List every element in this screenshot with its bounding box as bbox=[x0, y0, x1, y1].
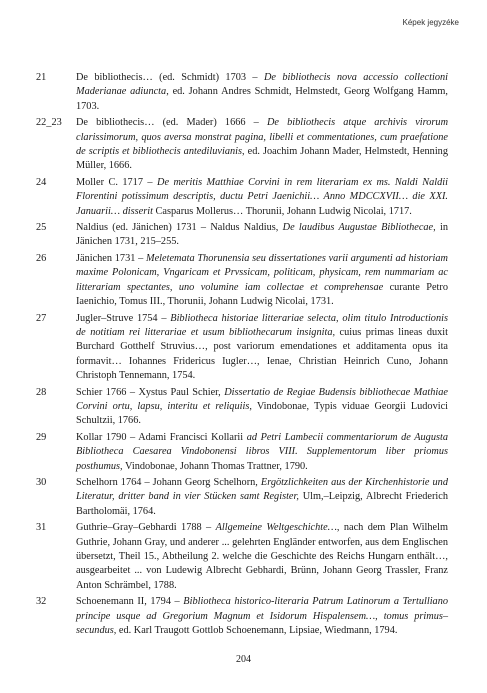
entry-number: 28 bbox=[36, 386, 47, 398]
list-item bbox=[36, 221, 448, 250]
list-item bbox=[36, 431, 448, 474]
entry-rest: ed. Karl Traugott Gottlob Schoenemann, Lipsiae, Wiedmann, 1794. bbox=[116, 625, 398, 637]
entry-text bbox=[76, 252, 448, 310]
entry-title: Ergötzlichkeiten aus der Kirchenhistorie und Literatur, dritter band in vier Stücken samt Register, bbox=[76, 476, 448, 503]
entry-text bbox=[76, 476, 448, 519]
entry-text bbox=[76, 386, 448, 429]
entry-title: Dissertatio de Regiae Budensis bibliothecae Mathiae Corvini ortu, lapsu, interitu et reliquiis bbox=[76, 386, 449, 412]
entry-rest: Casparus Mollerus… Thorunii, Johann Ludwig Nicolai, 1717. bbox=[152, 205, 412, 217]
entry-lead: Moller C. 1717 – bbox=[76, 176, 158, 188]
entry-text bbox=[76, 116, 448, 174]
entry-number: 27 bbox=[36, 312, 47, 324]
entry-text bbox=[76, 221, 448, 250]
entry-rest: , Vindobonae, Typis viduae Georgii Ludovici Schultzii, 1766. bbox=[76, 400, 449, 427]
list-item bbox=[36, 595, 448, 638]
entry-lead: Naldius (ed. Jänichen) 1731 – Naldus Naldius, bbox=[76, 222, 283, 234]
entry-rest: curante Petro Iaenichio, Tomus III., Thorunii, Johann Ludwig Nicolai, 1731. bbox=[76, 281, 448, 308]
entry-title: Meletemata Thorunensia seu dissertationes varii argumenti ad historiam maxime Polonicam, Vngaricam et Prvssicam, politicam, physicam, rem nummariam ac litterariam spectantes, uno volumine iam collectae et comprehensae bbox=[76, 252, 448, 293]
entry-text bbox=[76, 312, 448, 384]
entry-lead: Guthrie–Gray–Gebhardi 1788 – bbox=[76, 522, 216, 534]
entry-title: Bibliotheca historico-literaria Patrum Latinorum a Tertulliano principe usque ad Gregorium Magnum et Isidorum Hispalensem…, tomus primus–secundus, bbox=[76, 596, 448, 637]
page-number: 204 bbox=[236, 654, 251, 665]
entry-rest: , nach dem Plan Wilhelm Guthrie, Johann Gray, und anderer ... gelehrten Engländer entworfen, aus dem Englischen übersetzt, Theil 15., Abtheilung 2. welche die Geschichte des Reichs Hungarn enthält…, ausgearbeitet ... von Ludewig Albrecht Gebhardi, Brünn, Johann Georg Trassler, Franz Anton Schrämbel, 1788. bbox=[76, 522, 448, 591]
entry-title: Allgemeine Weltgeschichte… bbox=[215, 522, 337, 534]
entry-rest: , in Jänichen 1731, 215–255. bbox=[76, 222, 448, 248]
list-item bbox=[36, 521, 448, 593]
entry-number: 26 bbox=[36, 252, 47, 264]
entry-lead: Schier 1766 – Xystus Paul Schier, bbox=[76, 386, 225, 398]
entry-title: De bibliothecis nova accessio collectioni Maderianae adiuncta bbox=[76, 72, 448, 98]
entry-number: 31 bbox=[36, 522, 47, 534]
entry-lead: De bibliothecis… (ed. Schmidt) 1703 – bbox=[76, 72, 264, 83]
entry-title: De bibliothecis atque archivis virorum clarissimorum, quos aversa monstrat pagina, libelli et commentationes, cum praefatione de scriptis et bibliothecis antediluvianis bbox=[76, 117, 448, 158]
entry-lead: Schelhorn 1764 – Johann Georg Schelhorn, bbox=[76, 476, 261, 488]
entry-title: De laudibus Augustae Bibliothecae bbox=[282, 222, 434, 234]
entry-rest: , ed. Joachim Johann Mader, Helmstedt, Henning Müller, 1666. bbox=[76, 146, 448, 172]
entry-text bbox=[76, 176, 448, 219]
image-list bbox=[36, 71, 448, 640]
list-item bbox=[36, 312, 448, 384]
entry-number: 22_23 bbox=[36, 117, 62, 129]
entry-number: 24 bbox=[36, 176, 47, 188]
entry-lead: Kollar 1790 – Adami Francisci Kollarii bbox=[76, 431, 247, 443]
entry-title: ad Petri Lambecii commentariorum de Augusta Bibliotheca Caesarea Vindobonensi libros VIII. Supplementorum liber priomus posthumus, bbox=[76, 431, 448, 472]
entry-rest: Ulm,–Leipzig, Albrecht Friederich Bartholomäi, 1764. bbox=[76, 491, 448, 517]
entry-text bbox=[76, 595, 448, 638]
list-item bbox=[36, 71, 448, 114]
entry-text bbox=[76, 71, 448, 114]
list-item bbox=[36, 252, 448, 310]
entry-lead: Schoenemann II, 1794 – bbox=[76, 596, 184, 608]
entry-title: De meritis Matthiae Corvini in rem literariam ex ms. Naldi Naldii Florentini potissimum descriptis, ductu Petri Jaenichii… Anno MDCCXVII… die XXI. Januarii… disserit bbox=[76, 176, 448, 217]
entry-text bbox=[76, 521, 448, 593]
entry-rest: Vindobonae, Johann Thomas Trattner, 1790. bbox=[122, 460, 308, 472]
running-header: Képek jegyzéke bbox=[402, 18, 459, 27]
entry-number: 29 bbox=[36, 431, 47, 443]
entry-number: 32 bbox=[36, 596, 47, 608]
list-item bbox=[36, 476, 448, 519]
list-item bbox=[36, 386, 448, 429]
entry-lead: Jugler–Struve 1754 – bbox=[76, 312, 171, 324]
entry-title: Bibliotheca historiae litterariae selecta, olim titulo Introductionis de notitiam rei litterariae et usum bibliothecarum insignita, bbox=[76, 312, 448, 338]
list-item bbox=[36, 176, 448, 219]
entry-rest: , ed. Johann Andres Schmidt, Helmstedt, Georg Wolfgang Hamm, 1703. bbox=[76, 86, 448, 112]
entry-text bbox=[76, 431, 448, 474]
entry-rest: cuius primas lineas duxit Burchard Gotthelf Struvius…, post variorum emendationes et additamenta opus ita formavit… Iohannes Fridericus Iugler…, Ienae, Christian Heinrich Cuno, Johann Christoph Tennemann, 1754. bbox=[76, 326, 448, 382]
entry-lead: De bibliothecis… (ed. Mader) 1666 – bbox=[76, 117, 267, 129]
entry-number: 21 bbox=[36, 72, 47, 83]
entry-number: 25 bbox=[36, 222, 47, 234]
list-item bbox=[36, 116, 448, 174]
entry-number: 30 bbox=[36, 476, 47, 488]
entry-lead: Jänichen 1731 – bbox=[76, 252, 146, 264]
